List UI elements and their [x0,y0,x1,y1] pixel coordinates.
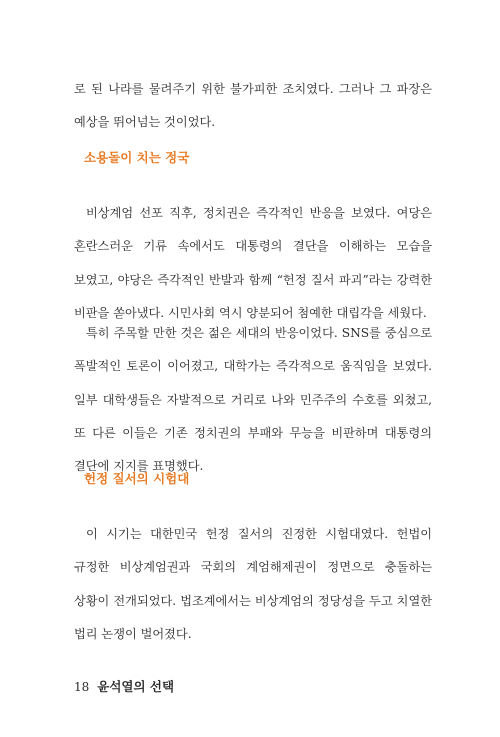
section-heading-constitutional-test: 헌정 질서의 시험대 [84,471,190,486]
paragraph-youth-reaction: 특히 주목할 만한 것은 젊은 세대의 반응이었다. SNS를 중심으로 폭발적인 토론이 이어졌고, 대학가는 즉각적으로 움직임을 보였다. 일부 대학생들은 자발적으로 거리로 나와 민주주의 수호를 외쳤고, 또 다른 이들은 기존 정치권의 부패와 무능을 비판하며 대통령의 결단에 지지를 표명했다. [74,326,432,474]
book-title: 윤석열의 선택 [97,679,175,694]
intro-paragraph: 로 된 나라를 물려주기 위한 불가피한 조치였다. 그러나 그 파장은 예상을 뛰어넘는 것이었다. [74,82,432,130]
page-footer [74,679,174,695]
page-number: 18 [74,680,90,694]
paragraph-constitutional-test: 이 시기는 대한민국 헌정 질서의 진정한 시험대였다. 헌법이 규정한 비상계엄권과 국회의 계엄해제권이 정면으로 충돌하는 상황이 전개되었다. 법조계에서는 비상계엄의 정당성을 두고 치열한 법리 논쟁이 벌어졌다. [74,527,432,641]
section-heading-political-turmoil: 소용돌이 치는 정국 [84,150,190,165]
paragraph-political-reaction: 비상계엄 선포 직후, 정치권은 즉각적인 반응을 보였다. 여당은 혼란스러운 기류 속에서도 대통령의 결단을 이해하는 모습을 보였고, 야당은 즉각적인 반발과 함께 “헌정 질서 파괴”라는 강력한 비판을 쏟아냈다. 시민사회 역시 양분되어 첨예한 대립각을 세웠다. [74,206,432,320]
